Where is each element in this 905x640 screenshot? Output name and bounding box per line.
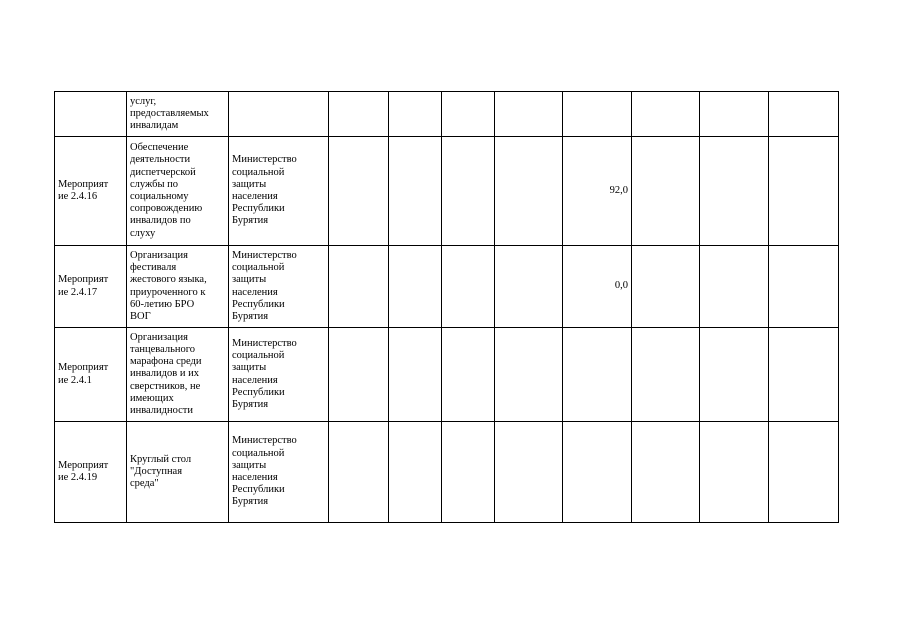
- cell-empty: [389, 328, 442, 422]
- cell-empty: [442, 92, 495, 137]
- cell-empty: [632, 246, 700, 328]
- cell-empty: [442, 137, 495, 246]
- cell-empty: [632, 137, 700, 246]
- table-row: [55, 246, 839, 328]
- cell-empty: [632, 328, 700, 422]
- table-row: [55, 137, 839, 246]
- cell-code: Мероприят ие 2.4.19: [55, 422, 127, 523]
- cell-executor: Министерство социальной защиты населения Республики Бурятия: [229, 328, 329, 422]
- cell-empty: [769, 422, 839, 523]
- cell-empty: [769, 328, 839, 422]
- cell-executor: Министерство социальной защиты населения Республики Бурятия: [229, 422, 329, 523]
- cell-empty: [700, 422, 769, 523]
- cell-code: Мероприят ие 2.4.1: [55, 328, 127, 422]
- events-table: [54, 91, 839, 523]
- table-row-continued: [55, 92, 839, 137]
- cell-value: [563, 92, 632, 137]
- cell-empty: [769, 92, 839, 137]
- cell-empty: [700, 137, 769, 246]
- cell-empty: [495, 137, 563, 246]
- cell-empty: [389, 92, 442, 137]
- cell-empty: [389, 246, 442, 328]
- cell-empty: [769, 246, 839, 328]
- cell-code: Мероприят ие 2.4.17: [55, 246, 127, 328]
- cell-empty: [442, 422, 495, 523]
- cell-empty: [329, 246, 389, 328]
- cell-empty: [495, 422, 563, 523]
- cell-name: Организация фестиваля жестового языка, приуроченного к 60-летию БРО ВОГ: [127, 246, 229, 328]
- cell-name: Обеспечение деятельности диспетчерской службы по социальному сопровождению инвалидов по слуху: [127, 137, 229, 246]
- cell-empty: [329, 328, 389, 422]
- cell-empty: [389, 137, 442, 246]
- cell-empty: [495, 92, 563, 137]
- cell-empty: [632, 422, 700, 523]
- cell-code: Мероприят ие 2.4.16: [55, 137, 127, 246]
- cell-code: [55, 92, 127, 137]
- table-row: [55, 328, 839, 422]
- table-row: [55, 422, 839, 523]
- cell-name: Круглый стол "Доступная среда": [127, 422, 229, 523]
- cell-executor: [229, 92, 329, 137]
- cell-empty: [389, 422, 442, 523]
- cell-empty: [329, 422, 389, 523]
- cell-value: 92,0: [563, 137, 632, 246]
- cell-empty: [442, 246, 495, 328]
- cell-executor: Министерство социальной защиты населения Республики Бурятия: [229, 137, 329, 246]
- cell-executor: Министерство социальной защиты населения Республики Бурятия: [229, 246, 329, 328]
- cell-empty: [769, 137, 839, 246]
- cell-value: 0,0: [563, 246, 632, 328]
- cell-value: [563, 328, 632, 422]
- cell-value: [563, 422, 632, 523]
- cell-name: Организация танцевального марафона среди инвалидов и их сверстников, не имеющих инвалидности: [127, 328, 229, 422]
- cell-empty: [700, 328, 769, 422]
- cell-empty: [632, 92, 700, 137]
- cell-empty: [495, 246, 563, 328]
- cell-empty: [495, 328, 563, 422]
- cell-empty: [700, 92, 769, 137]
- cell-empty: [329, 137, 389, 246]
- cell-name: услуг, предоставляемых инвалидам: [127, 92, 229, 137]
- cell-empty: [329, 92, 389, 137]
- cell-empty: [442, 328, 495, 422]
- cell-empty: [700, 246, 769, 328]
